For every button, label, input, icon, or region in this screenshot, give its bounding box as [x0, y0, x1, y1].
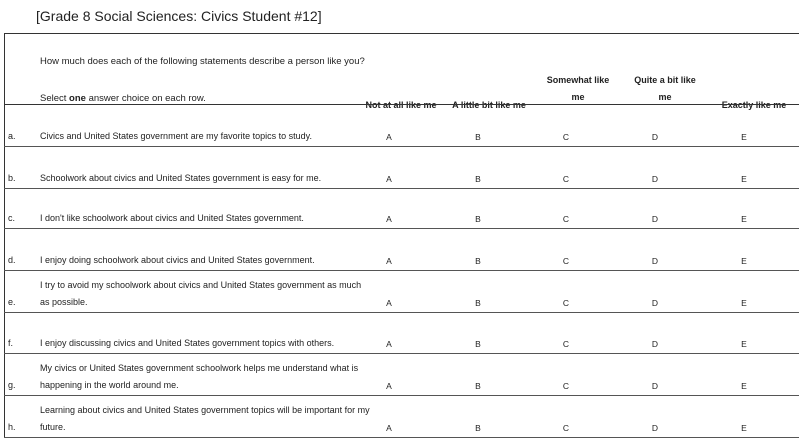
- column-header-line2: me: [658, 92, 672, 102]
- row-statement: I try to avoid my schoolwork about civics and United States government as much as possible.: [40, 280, 362, 307]
- question-prompt: How much does each of the following statements describe a person like you?: [40, 56, 365, 67]
- answer-choice-b[interactable]: B: [475, 174, 481, 184]
- answer-choice-e[interactable]: E: [741, 298, 747, 308]
- answer-choice-c[interactable]: C: [562, 339, 570, 349]
- column-header-line1: [712, 80, 796, 97]
- answer-choice-b[interactable]: B: [475, 423, 481, 433]
- survey-row: [4, 270, 799, 313]
- column-header-line1: [360, 80, 442, 97]
- answer-choice-b[interactable]: B: [475, 132, 481, 142]
- row-letter: f.: [8, 338, 14, 348]
- survey-row: [4, 105, 799, 147]
- row-statement: Schoolwork about civics and United States government is easy for me.: [40, 172, 322, 183]
- column-header-line2: Exactly like me: [721, 100, 787, 110]
- page-title: [Grade 8 Social Sciences: Civics Student #12]: [36, 8, 322, 24]
- answer-choice-d[interactable]: D: [651, 214, 659, 224]
- column-header-line2: Not at all like me: [365, 100, 437, 110]
- answer-choice-e[interactable]: E: [741, 214, 747, 224]
- answer-choice-a[interactable]: A: [386, 256, 392, 266]
- answer-choice-e[interactable]: E: [741, 256, 747, 266]
- column-header-line1: Quite a bit like: [634, 75, 696, 85]
- survey-row: [4, 206, 799, 229]
- row-statement: Learning about civics and United States government topics will be important for my future.: [40, 405, 370, 432]
- answer-choice-d[interactable]: D: [651, 174, 659, 184]
- row-letter: a.: [8, 131, 16, 141]
- answer-choice-a[interactable]: A: [386, 132, 392, 142]
- survey-row: [4, 395, 799, 438]
- answer-choice-a[interactable]: A: [386, 298, 392, 308]
- instruction-bold: one: [69, 93, 86, 104]
- answer-choice-b[interactable]: B: [475, 298, 481, 308]
- row-statement: I enjoy doing schoolwork about civics and United States government.: [40, 254, 315, 265]
- instruction-post: answer choice on each row.: [85, 93, 206, 104]
- survey-row: [4, 146, 799, 189]
- row-statement: I don't like schoolwork about civics and United States government.: [40, 212, 304, 223]
- answer-choice-b[interactable]: B: [475, 214, 481, 224]
- survey-row: [4, 353, 799, 396]
- answer-choice-c[interactable]: C: [562, 381, 570, 391]
- row-letter: g.: [8, 380, 16, 390]
- answer-choice-a[interactable]: A: [386, 174, 392, 184]
- column-header-line1: Somewhat like: [546, 75, 610, 85]
- column-header-line2: A little bit like me: [452, 100, 526, 110]
- answer-choice-b[interactable]: B: [475, 339, 481, 349]
- answer-choice-a[interactable]: A: [386, 381, 392, 391]
- answer-choice-e[interactable]: E: [741, 423, 747, 433]
- row-letter: c.: [8, 213, 16, 223]
- row-letter: h.: [8, 422, 16, 432]
- row-letter: b.: [8, 173, 16, 183]
- answer-choice-d[interactable]: D: [651, 298, 659, 308]
- answer-choice-c[interactable]: C: [562, 298, 570, 308]
- row-statement: My civics or United States government schoolwork helps me understand what is happening in the world around me.: [40, 363, 359, 390]
- column-header-somewhat: [536, 72, 620, 106]
- answer-choice-e[interactable]: E: [741, 339, 747, 349]
- answer-choice-b[interactable]: B: [475, 381, 481, 391]
- answer-choice-c[interactable]: C: [562, 132, 570, 142]
- row-letter: e.: [8, 297, 16, 307]
- answer-choice-b[interactable]: B: [475, 256, 481, 266]
- answer-choice-e[interactable]: E: [741, 174, 747, 184]
- answer-choice-c[interactable]: C: [562, 423, 570, 433]
- column-header-line1: [446, 80, 532, 97]
- answer-choice-d[interactable]: D: [651, 256, 659, 266]
- row-statement: Civics and United States government are my favorite topics to study.: [40, 130, 312, 141]
- answer-choice-a[interactable]: A: [386, 339, 392, 349]
- answer-choice-d[interactable]: D: [651, 381, 659, 391]
- answer-choice-e[interactable]: E: [741, 381, 747, 391]
- answer-choice-d[interactable]: D: [651, 132, 659, 142]
- instruction-text: [40, 93, 206, 104]
- survey-row: [4, 312, 799, 354]
- answer-choice-d[interactable]: D: [651, 423, 659, 433]
- answer-choice-e[interactable]: E: [741, 132, 747, 142]
- answer-choice-a[interactable]: A: [386, 214, 392, 224]
- row-statement: I enjoy discussing civics and United States government topics with others.: [40, 337, 335, 348]
- answer-choice-c[interactable]: C: [562, 174, 570, 184]
- column-header-quite-a-bit: [622, 72, 708, 106]
- row-letter: d.: [8, 255, 16, 265]
- survey-row: [4, 228, 799, 271]
- answer-choice-d[interactable]: D: [651, 339, 659, 349]
- answer-choice-a[interactable]: A: [386, 423, 392, 433]
- instruction-pre: Select: [40, 93, 70, 104]
- answer-choice-c[interactable]: C: [562, 256, 570, 266]
- column-header-line2: me: [571, 92, 585, 102]
- answer-choice-c[interactable]: C: [562, 214, 570, 224]
